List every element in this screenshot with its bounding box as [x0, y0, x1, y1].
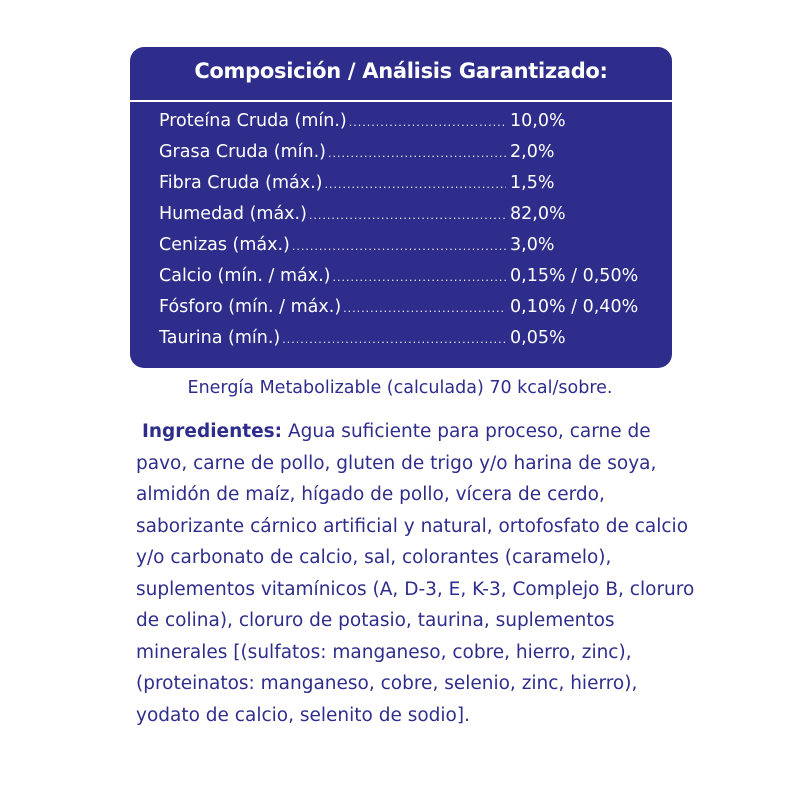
- dot-leader: [343, 302, 506, 315]
- analysis-label: Cenizas (máx.): [159, 235, 290, 255]
- analysis-label: Taurina (mín.): [159, 328, 281, 348]
- analysis-label: Fibra Cruda (máx.): [159, 173, 323, 193]
- analysis-value: 82,0%: [510, 204, 566, 224]
- analysis-row: [159, 328, 649, 359]
- panel-divider: [130, 100, 672, 102]
- analysis-value: 2,0%: [510, 142, 555, 162]
- panel-title: Composición / Análisis Garantizado:: [194, 59, 608, 83]
- analysis-label: Grasa Cruda (mín.): [159, 142, 327, 162]
- analysis-value: 3,0%: [510, 235, 555, 255]
- analysis-value: 0,05%: [510, 328, 566, 348]
- dot-leader: [292, 240, 506, 253]
- analysis-row: [159, 173, 649, 204]
- dot-leader: [349, 116, 506, 129]
- analysis-row: [159, 204, 649, 235]
- analysis-row: [159, 142, 649, 173]
- analysis-label: Humedad (máx.): [159, 204, 307, 224]
- dot-leader: [325, 178, 507, 191]
- analysis-value: 1,5%: [510, 173, 555, 193]
- ingredients-heading: Ingredientes:: [142, 421, 283, 442]
- analysis-label: Proteína Cruda (mín.): [159, 111, 347, 131]
- metabolizable-energy: Energía Metabolizable (calculada) 70 kcal/sobre.: [187, 378, 613, 398]
- dot-leader: [333, 271, 507, 284]
- ingredients-paragraph: [136, 416, 696, 731]
- analysis-row: [159, 266, 649, 297]
- analysis-label: Fósforo (mín. / máx.): [159, 297, 342, 317]
- dot-leader: [328, 147, 506, 160]
- analysis-table: [159, 111, 649, 359]
- analysis-row: [159, 297, 649, 328]
- dot-leader: [282, 333, 506, 346]
- analysis-value: 10,0%: [510, 111, 566, 131]
- analysis-label: Calcio (mín. / máx.): [159, 266, 331, 286]
- dot-leader: [309, 209, 506, 222]
- analysis-row: [159, 235, 649, 266]
- analysis-value: 0,10% / 0,40%: [510, 297, 639, 317]
- ingredients-text: Agua suficiente para proceso, carne de pavo, carne de pollo, gluten de trigo y/o harina de soya, almidón de maíz, hígado de pollo, vícera de cerdo, saborizante cárnico artificial y natural, ortofosfato de calcio y/o carbonato de calcio, sal, colorantes (caramelo), suplementos vitamínicos (A, D-3, E, K-3, Complejo B, cloruro de colina), cloruro de potasio, taurina, suplementos minerales [(sulfatos: manganeso, cobre, hierro, zinc), (proteinatos: manganeso, cobre, selenio, zinc, hierro), yodato de calcio, selenito de sodio].: [136, 421, 695, 726]
- analysis-value: 0,15% / 0,50%: [510, 266, 639, 286]
- analysis-row: [159, 111, 649, 142]
- guaranteed-analysis-panel: [130, 47, 672, 368]
